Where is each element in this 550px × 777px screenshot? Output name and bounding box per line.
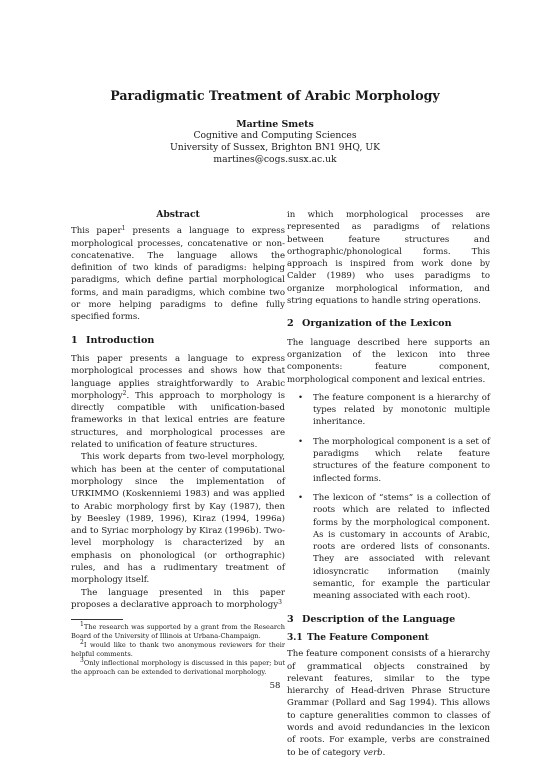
list-item: • The morphological component is a set of paradigms which relate feature structures of the feature component to inflected forms. bbox=[298, 436, 490, 484]
left-column bbox=[71, 209, 285, 677]
affiliation-line-2: University of Sussex, Brighton BN1 9HQ, UK bbox=[170, 142, 380, 153]
footnote-1: $^1$The research was supported by a grant from the Research Board of the University of Illinois at Urbana-Champaign. bbox=[71, 621, 285, 641]
right-column bbox=[287, 209, 490, 759]
paper-header bbox=[0, 88, 550, 166]
intro-paragraph-2: This work departs from two-level morphology, which has been at the center of computational morphology since the implementation of URKIMMO (Koskenniemi 1983) and was applied to Arabic morphology first by Kay (1987), then by Beesley (1989, 1996), Kiraz (1994, 1996a) and to Syriac morphology by Kiraz (1996b). Two-level morphology is characterized by an emphasis on phonological (or orthographic) rules, and has a rudimentary treatment of morphology itself. bbox=[71, 452, 285, 586]
bullet-icon: • bbox=[298, 492, 304, 503]
section-3-1-paragraph: The feature component consists of a hierarchy of grammatical objects constrained by relevant features, similar to the type hierarchy of Head-driven Phrase Structure Grammar (Pollard and Sag 1994). This allows to capture generalities common to classes of words and avoid redundancies in the lexicon of roots. For example, verbs are constrained to be of category verb. bbox=[287, 649, 490, 758]
intro-paragraph-3: The language presented in this paper proposes a declarative approach to morphology$^3$ bbox=[71, 587, 285, 610]
intro-continuation: in which morphological processes are represented as paradigms of relations between feature structures and orthographic/phonological forms. This approach is inspired from work done by Calder (1989) who uses paradigms to organize morphological information, and string equations to handle string operations. bbox=[287, 210, 490, 307]
list-item: • The feature component is a hierarchy of types related by monotonic multiple inheritance. bbox=[298, 392, 490, 428]
bullet-icon: • bbox=[298, 436, 304, 447]
footnotes bbox=[71, 623, 285, 676]
abstract-heading: Abstract bbox=[156, 209, 200, 220]
abstract-text: This paper$^1$ presents a language to express morphological processes, concatenative or non-concatenative. The language allows the definition of two kinds of paradigms: helping paradigms, which define partial morphological forms, and main paradigms, which combine two or more helping paradigms to define fully specified forms. bbox=[71, 225, 285, 323]
section-2-paragraph: The language described here supports an organization of the lexicon into three components: feature component, morphological component and lexical entries. bbox=[287, 337, 490, 385]
lexicon-components-list bbox=[287, 392, 490, 603]
list-item: • The lexicon of “stems” is a collection of roots which are related to inflected forms by the morphological component. As is customary in accounts of Arabic, roots are ordered lists of consonants. They are associated with relevant idiosyncratic information (mainly semantic, for example the particular meaning associated with each root). bbox=[298, 492, 490, 602]
section-3-heading: 3 Description of the Language bbox=[287, 613, 456, 625]
section-1-heading: 1 Introduction bbox=[71, 334, 155, 346]
intro-paragraph-1: This paper presents a language to express morphological processes and shows how that language applies straightforwardly to Arabic morphology$^2$. This approach to morphology is directly compatible with unification-based frameworks in that lexical entries are feature structures, and morphological processes are related to unification of feature structures. bbox=[71, 353, 285, 451]
footnote-rule bbox=[71, 619, 123, 620]
paper-title: Paradigmatic Treatment of Arabic Morphology bbox=[110, 88, 440, 103]
author-name: Martine Smets bbox=[236, 119, 314, 130]
section-2-heading: 2 Organization of the Lexicon bbox=[287, 318, 452, 330]
footnote-2: $^2$I would like to thank two anonymous reviewers for their helpful comments. bbox=[71, 639, 285, 658]
page-number: 58 bbox=[269, 681, 281, 691]
affiliation-line-1: Cognitive and Computing Sciences bbox=[193, 130, 357, 141]
footnote-ref-3: 3 bbox=[278, 598, 282, 606]
footnote-ref-2: 2 bbox=[122, 389, 127, 397]
footnote-3: $^3$Only inflectional morphology is discussed in this paper; but the approach can be extended to derivational morphology. bbox=[71, 656, 285, 676]
author-email: martines@cogs.susx.ac.uk bbox=[213, 154, 337, 165]
bullet-icon: • bbox=[298, 392, 304, 403]
footnote-ref-1: 1 bbox=[121, 225, 126, 233]
subsection-3-1-heading: 3.1 The Feature Component bbox=[287, 632, 429, 643]
